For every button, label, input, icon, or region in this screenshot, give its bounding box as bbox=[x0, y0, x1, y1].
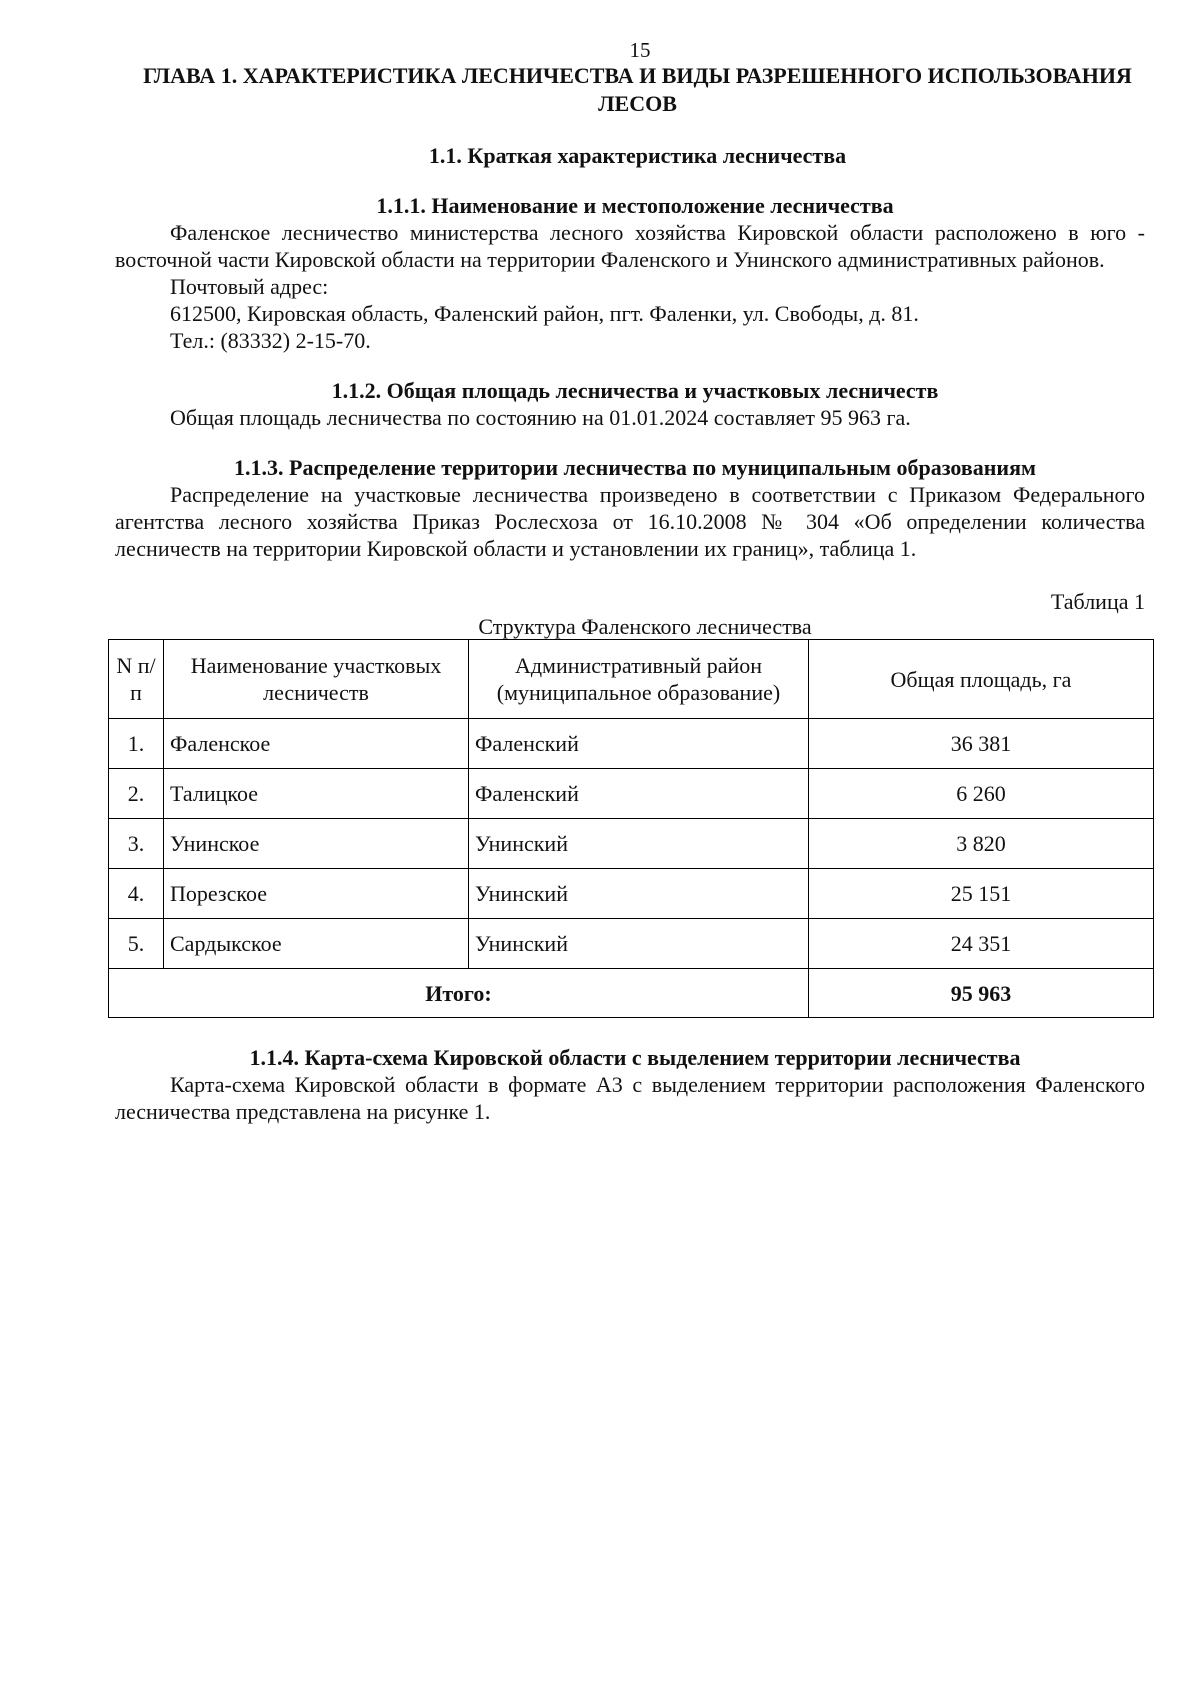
table-row bbox=[109, 869, 1154, 919]
total-value: 95 963 bbox=[809, 969, 1154, 1018]
section-1-1-3-heading: 1.1.3. Распределение территории лесничества по муниципальным образованиям bbox=[234, 455, 1036, 480]
section-1-1-4-paragraph: Карта-схема Кировской области в формате А3 с выделением территории расположения Фаленского лесничества представлена на рисунке 1. bbox=[115, 1072, 1145, 1124]
row-name: Фаленское bbox=[164, 719, 469, 769]
row-num: 2. bbox=[109, 769, 164, 819]
row-name: Талицкое bbox=[164, 769, 469, 819]
table-header-row bbox=[109, 640, 1154, 719]
table-total-row bbox=[109, 969, 1154, 1018]
row-district: Фаленский bbox=[469, 719, 809, 769]
row-district: Унинский bbox=[469, 869, 809, 919]
row-district: Унинский bbox=[469, 819, 809, 869]
header-district: Административный район (муниципальное образование) bbox=[469, 640, 809, 719]
row-name: Сардыкское bbox=[164, 919, 469, 969]
section-1-1-1-heading: 1.1.1. Наименование и местоположение лесничества bbox=[376, 193, 894, 218]
row-num: 1. bbox=[109, 719, 164, 769]
header-num: N п/п bbox=[109, 640, 164, 719]
postal-address-label: Почтовый адрес: bbox=[170, 274, 329, 299]
table-row bbox=[109, 819, 1154, 869]
section-1-1-heading: 1.1. Краткая характеристика лесничества bbox=[428, 143, 847, 168]
chapter-title: ГЛАВА 1. ХАРАКТЕРИСТИКА ЛЕСНИЧЕСТВА И ВИДЫ РАЗРЕШЕННОГО ИСПОЛЬЗОВАНИЯ ЛЕСОВ bbox=[143, 63, 1132, 116]
section-1-1-2-paragraph: Общая площадь лесничества по состоянию на 01.01.2024 составляет 95 963 га. bbox=[170, 405, 911, 430]
row-area: 36 381 bbox=[809, 719, 1154, 769]
row-name: Порезское bbox=[164, 869, 469, 919]
row-num: 4. bbox=[109, 869, 164, 919]
total-label: Итого: bbox=[109, 969, 809, 1018]
table-number: Таблица 1 bbox=[1050, 589, 1145, 614]
header-area: Общая площадь, га bbox=[809, 640, 1154, 719]
row-num: 3. bbox=[109, 819, 164, 869]
row-area: 24 351 bbox=[809, 919, 1154, 969]
row-district: Унинский bbox=[469, 919, 809, 969]
postal-address: 612500, Кировская область, Фаленский район, пгт. Фаленки, ул. Свободы, д. 81. bbox=[170, 301, 919, 326]
section-1-1-3-paragraph: Распределение на участковые лесничества произведено в соответствии с Приказом Федерального агентства лесного хозяйства Приказ Рослесхоза от 16.10.2008 № 304 «Об определении количества лесничеств на территории Кировской области и установлении их границ», таблица 1. bbox=[115, 482, 1145, 561]
row-district: Фаленский bbox=[469, 769, 809, 819]
row-area: 6 260 bbox=[809, 769, 1154, 819]
row-num: 5. bbox=[109, 919, 164, 969]
document-page bbox=[115, 38, 1145, 1125]
phone-number: Тел.: (83332) 2-15-70. bbox=[170, 328, 371, 353]
forestry-structure-table bbox=[108, 639, 1154, 1018]
table-row bbox=[109, 919, 1154, 969]
header-name: Наименование участковых лесничеств bbox=[164, 640, 469, 719]
table-row bbox=[109, 719, 1154, 769]
page-number: 15 bbox=[629, 38, 651, 62]
section-1-1-4-heading: 1.1.4. Карта-схема Кировской области с выделением территории лесничества bbox=[249, 1045, 1021, 1070]
table-row bbox=[109, 769, 1154, 819]
row-area: 25 151 bbox=[809, 869, 1154, 919]
section-1-1-2-heading: 1.1.2. Общая площадь лесничества и участковых лесничеств bbox=[331, 378, 939, 403]
table-title: Структура Фаленского лесничества bbox=[478, 614, 812, 639]
row-area: 3 820 bbox=[809, 819, 1154, 869]
row-name: Унинское bbox=[164, 819, 469, 869]
section-1-1-1-paragraph: Фаленское лесничество министерства лесного хозяйства Кировской области расположено в юго - восточной части Кировской области на территории Фаленского и Унинского административных районов. bbox=[115, 220, 1145, 272]
